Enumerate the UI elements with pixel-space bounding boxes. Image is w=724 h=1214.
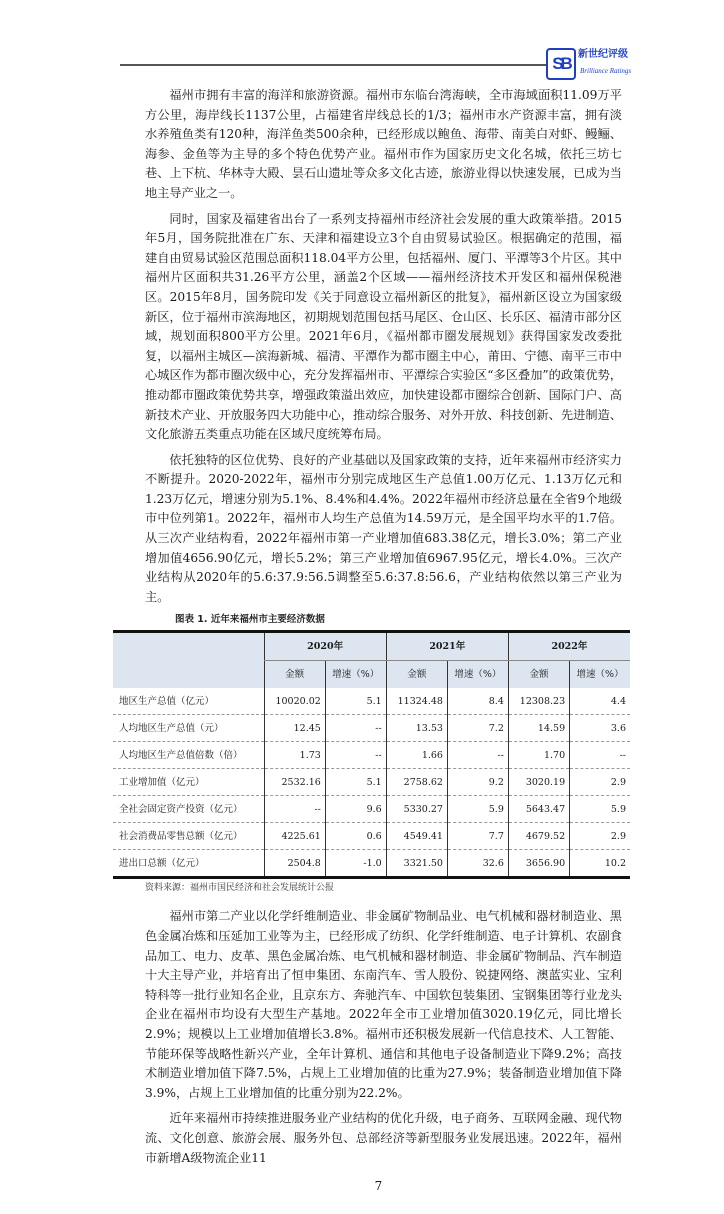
- growth-cell: 7.2: [447, 715, 508, 742]
- table-row: [113, 850, 630, 878]
- year-header-2021: 2021年: [386, 632, 508, 661]
- growth-cell: --: [570, 742, 630, 769]
- amount-cell: 4549.41: [386, 823, 447, 850]
- row-label: 社会消费品零售总额（亿元）: [113, 823, 264, 850]
- page-content: [119, 0, 626, 1214]
- row-label: 工业增加值（亿元）: [113, 769, 264, 796]
- amount-cell: 11324.48: [386, 688, 447, 715]
- row-label: 进出口总额（亿元）: [113, 850, 264, 878]
- growth-cell: 9.2: [447, 769, 508, 796]
- amount-cell: 4225.61: [264, 823, 325, 850]
- table-row: [113, 823, 630, 850]
- table-source: 资料来源：福州市国民经济和社会发展统计公报: [145, 883, 335, 894]
- growth-cell: 5.9: [447, 796, 508, 823]
- subheader-growth: 增速（%）: [325, 661, 386, 689]
- growth-cell: --: [447, 742, 508, 769]
- amount-cell: 3020.19: [508, 769, 569, 796]
- growth-cell: --: [325, 742, 386, 769]
- amount-cell: --: [264, 796, 325, 823]
- year-header-2020: 2020年: [264, 632, 386, 661]
- economic-data-table: [113, 630, 630, 879]
- paragraph-economy: 依托独特的区位优势、良好的产业基础以及国家政策的支持，近年来福州市经济实力不断提升。2020-2022年，福州市分别完成地区生产总值1.00万亿元、1.13万亿元和1.23万亿元，增速分别为5.1%、8.4%和4.4%。2022年福州市经济总量在全省9个地级市中位列第1。2022年，福州市人均生产总值为14.59万元，是全国平均水平的1.7倍。从三次产业结构看，2022年福州市第一产业增加值683.38亿元，增长3.0%；第二产业增加值4656.90亿元，增长5.2%；第三产业增加值6967.95亿元，增长4.0%。三次产业结构从2020年的5.6:37.9:56.5调整至5.6:37.8:56.6，产业结构依然以第三产业为主。: [145, 452, 622, 604]
- row-label: 人均地区生产总值倍数（倍）: [113, 742, 264, 769]
- paragraph-marine-tourism: 福州市拥有丰富的海洋和旅游资源。福州市东临台湾海峡，全市海域面积11.09万平方公里，海岸线长1137公里，占福建省岸线总长的1/3；福州市水产资源丰富，拥有淡水养殖鱼类有120种，海洋鱼类500余种，已经形成以鲍鱼、海带、南美白对虾、鳗鲡、海参、金鱼等为主导的多个特色优势产业。福州市作为国家历史文化名城，依托三坊七巷、上下杭、华林寺大殿、昙石山遗址等众多文化古迹，旅游业得以快速发展，已成为当地主导产业之一。: [145, 88, 622, 200]
- amount-cell: 2532.16: [264, 769, 325, 796]
- subheader-growth: 增速（%）: [447, 661, 508, 689]
- paragraph-services: 近年来福州市持续推进服务业产业结构的优化升级，电子商务、互联网金融、现代物流、文化创意、旅游会展、服务外包、总部经济等新型服务业发展迅速。2022年，福州市新增A级物流企业11: [145, 1111, 622, 1165]
- amount-cell: 1.66: [386, 742, 447, 769]
- amount-cell: 3321.50: [386, 850, 447, 878]
- amount-cell: 13.53: [386, 715, 447, 742]
- amount-cell: 12.45: [264, 715, 325, 742]
- year-header-2022: 2022年: [508, 632, 630, 661]
- paragraph-policy: 同时，国家及福建省出台了一系列支持福州市经济社会发展的重大政策举措。2015年5月，国务院批准在广东、天津和福建设立3个自由贸易试验区。根据确定的范围，福建自由贸易试验区范围总面积118.04平方公里，包括福州、厦门、平潭等3个片区。其中福州片区面积共31.26平方公里，涵盖2个区域——福州经济技术开发区和福州保税港区。2015年8月，国务院印发《关于同意设立福州新区的批复》，福州新区设立为国家级新区，位于福州市滨海地区，初期规划范围包括马尾区、仓山区、长乐区、福清市部分区域，规划面积800平方公里。2021年6月，《福州都市圈发展规划》获得国家发改委批复，以福州主城区—滨海新城、福清、平潭作为都市圈主中心，莆田、宁德、南平三市中心城区作为都市圈次级中心，充分发挥福州市、平潭综合实验区“多区叠加”的政策优势，推动都市圈政策优势共享，增强政策溢出效应，加快建设都市圈综合创新、国际门户、高新技术产业、开放服务四大功能中心，推动综合服务、对外开放、科技创新、先进制造、文化旅游五类重点功能在区域尺度统筹布局。: [145, 211, 622, 442]
- row-label: 人均地区生产总值（元）: [113, 715, 264, 742]
- paragraph-industry: 福州市第二产业以化学纤维制造业、非金属矿物制品业、电气机械和器材制造业、黑色金属冶炼和压延加工业等为主，已经形成了纺织、化学纤维制造、电子计算机、农副食品加工、电力、皮革、黑色金属冶炼、电气机械和器材制造、非金属矿物制品、汽车制造十大主导产业，并培育出了恒申集团、东南汽车、雪人股份、锐捷网络、澳蓝实业、宝利特科等一批行业知名企业，且京东方、奔驰汽车、中国软包装集团、宝钢集团等行业龙头企业在福州市均设有大型生产基地。2022年全市工业增加值3020.19亿元，同比增长2.9%；规模以上工业增加值增长3.8%。福州市还积极发展新一代信息技术、人工智能、节能环保等战略性新兴产业，全年计算机、通信和其他电子设备制造业下降9.2%；高技术制造业增加值下降7.5%，占规上工业增加值的比重为27.9%；装备制造业增加值下降3.9%，占规上工业增加值的比重分别为22.2%。: [145, 909, 622, 1100]
- table-row: [113, 715, 630, 742]
- table-row: [113, 688, 630, 715]
- table-caption: 图表 1. 近年来福州市主要经济数据: [175, 614, 325, 626]
- growth-cell: 4.4: [570, 688, 630, 715]
- amount-cell: 1.70: [508, 742, 569, 769]
- row-label: 地区生产总值（亿元）: [113, 688, 264, 715]
- row-label: 全社会固定资产投资（亿元）: [113, 796, 264, 823]
- amount-cell: 4679.52: [508, 823, 569, 850]
- growth-cell: 10.2: [570, 850, 630, 878]
- amount-cell: 14.59: [508, 715, 569, 742]
- growth-cell: 32.6: [447, 850, 508, 878]
- amount-cell: 10020.02: [264, 688, 325, 715]
- amount-cell: 12308.23: [508, 688, 569, 715]
- logo-chinese-name: 新世纪评级: [578, 49, 628, 60]
- growth-cell: 0.6: [325, 823, 386, 850]
- logo-english-name: Brilliance Ratings: [580, 67, 632, 75]
- table-row: [113, 769, 630, 796]
- amount-cell: 2758.62: [386, 769, 447, 796]
- subheader-growth: 增速（%）: [570, 661, 630, 689]
- growth-cell: --: [325, 715, 386, 742]
- growth-cell: 7.7: [447, 823, 508, 850]
- amount-cell: 5643.47: [508, 796, 569, 823]
- growth-cell: 9.6: [325, 796, 386, 823]
- amount-cell: 2504.8: [264, 850, 325, 878]
- amount-cell: 5330.27: [386, 796, 447, 823]
- growth-cell: 5.1: [325, 688, 386, 715]
- table-corner: [113, 632, 264, 689]
- amount-cell: 3656.90: [508, 850, 569, 878]
- subheader-amount: 金额: [508, 661, 569, 689]
- page-number: 7: [374, 1179, 383, 1194]
- subheader-amount: 金额: [386, 661, 447, 689]
- subheader-amount: 金额: [264, 661, 325, 689]
- growth-cell: 8.4: [447, 688, 508, 715]
- growth-cell: 2.9: [570, 823, 630, 850]
- amount-cell: 1.73: [264, 742, 325, 769]
- growth-cell: -1.0: [325, 850, 386, 878]
- growth-cell: 5.9: [570, 796, 630, 823]
- table-row: [113, 742, 630, 769]
- growth-cell: 2.9: [570, 769, 630, 796]
- growth-cell: 5.1: [325, 769, 386, 796]
- logo-mark-icon: SB: [546, 48, 576, 80]
- table-row: [113, 796, 630, 823]
- growth-cell: 3.6: [570, 715, 630, 742]
